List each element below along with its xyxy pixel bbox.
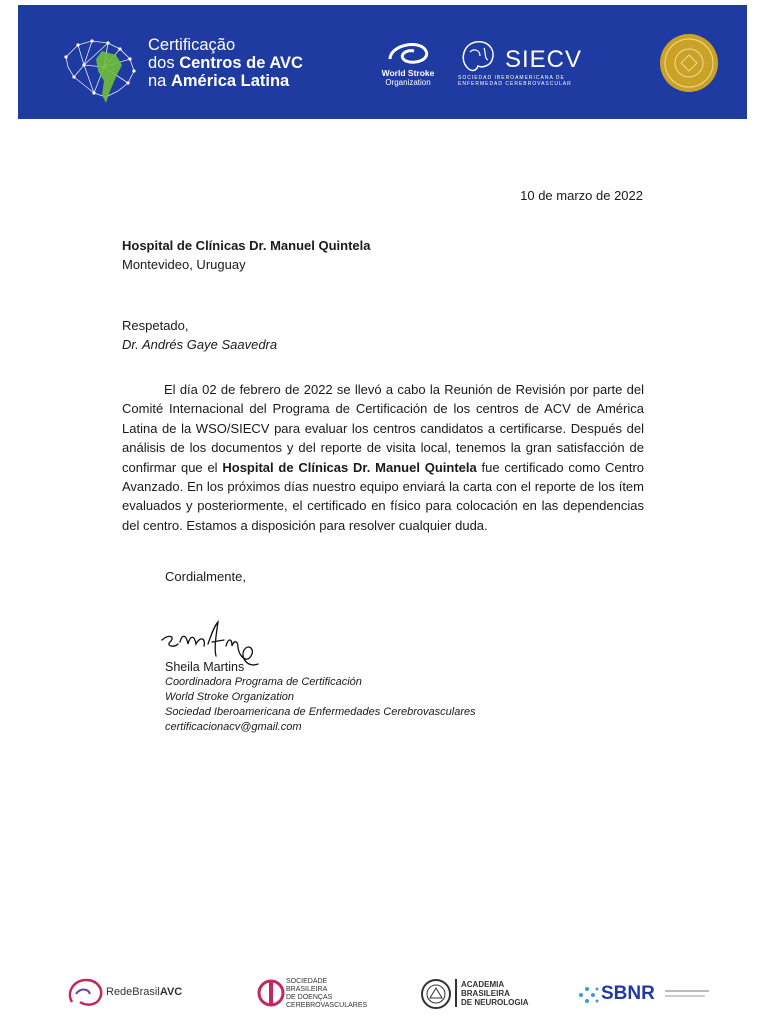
footer-logos bbox=[0, 970, 764, 1024]
sbdcv-text: SOCIEDADE BRASILEIRA DE DOENÇAS CEREBROVASCULARES bbox=[286, 978, 368, 1009]
recipient-block bbox=[122, 236, 371, 274]
brand-line-1: Certificação bbox=[148, 36, 236, 54]
brand-title bbox=[148, 36, 303, 90]
letter-body: El día 02 de febrero de 2022 se llevó a cabo la Reunión de Revisión por parte del Comité Internacional del Programa de Certificación de los centros de ACV de América Latina de la WSO/SIECV para evaluar los centros candidatos a certificarse. Después del análisis de los documentos y del reporte de visita local, tenemos la gran satisfacción de confirmar que el Hospital de Clínicas Dr. Manuel Quintela fue certificado como Centro Avanzado. En los próximos días nuestro equipo enviará la carta con el reporte de los ítem evaluados y posteriormente, el certificado en físico para colocación en las dependencias del centro. Estamos a disposición para resolver cualquier duda. bbox=[122, 382, 645, 533]
rede-label: RedeBrasilAVC bbox=[106, 986, 183, 998]
redebrasilavc-logo bbox=[66, 970, 186, 1020]
addressee: Dr. Andrés Gaye Saavedra bbox=[122, 337, 278, 352]
abn-emblem-icon bbox=[420, 978, 452, 1010]
signer-role-1: Coordinadora Programa de Certificación bbox=[165, 676, 362, 688]
sbdcv-logo bbox=[256, 970, 368, 1020]
signer-block bbox=[165, 660, 476, 735]
signer-role-3: Sociedad Iberoamericana de Enfermedades Cerebrovasculares bbox=[165, 706, 476, 718]
academia-brasileira-neurologia-logo bbox=[420, 970, 530, 1020]
sbnr-text: SBNR bbox=[601, 983, 655, 1004]
sbnr-tagline-line bbox=[665, 990, 709, 992]
brain-outline-icon bbox=[66, 976, 106, 1012]
closing: Cordialmente, bbox=[165, 569, 246, 584]
latin-america-map-icon bbox=[58, 35, 140, 107]
signer-email: certificacionacv@gmail.com bbox=[165, 721, 302, 733]
sbnr-tagline-line bbox=[665, 995, 705, 997]
brand-line-3: na América Latina bbox=[148, 72, 290, 90]
signer-role-2: World Stroke Organization bbox=[165, 691, 294, 703]
signer-name: Sheila Martins bbox=[165, 660, 245, 674]
letter-date: 10 de marzo de 2022 bbox=[520, 188, 643, 203]
sbdcv-mark-icon bbox=[256, 978, 286, 1008]
siecv-brain-icon bbox=[458, 38, 498, 76]
sbnr-dots-icon bbox=[577, 984, 599, 1006]
brand-line-2: dos Centros de AVC bbox=[148, 54, 303, 72]
salutation: Respetado, bbox=[122, 318, 189, 333]
recipient-city: Montevideo, Uruguay bbox=[122, 257, 246, 272]
recipient-name: Hospital de Clínicas Dr. Manuel Quintela bbox=[122, 238, 371, 253]
certification-seal-icon bbox=[659, 33, 719, 93]
siecv-subtitle: SOCIEDAD IBEROAMERICANA DE ENFERMEDAD CEREBROVASCULAR bbox=[458, 75, 572, 87]
siecv-name: SIECV bbox=[505, 46, 583, 73]
abn-divider bbox=[455, 979, 457, 1007]
header-banner bbox=[18, 5, 747, 119]
wso-label: World Stroke Organization bbox=[381, 68, 435, 87]
sbnr-logo bbox=[577, 970, 717, 1020]
salutation-block bbox=[122, 316, 277, 354]
abn-text: ACADEMIA BRASILEIRA DE NEUROLOGIA bbox=[461, 980, 529, 1007]
